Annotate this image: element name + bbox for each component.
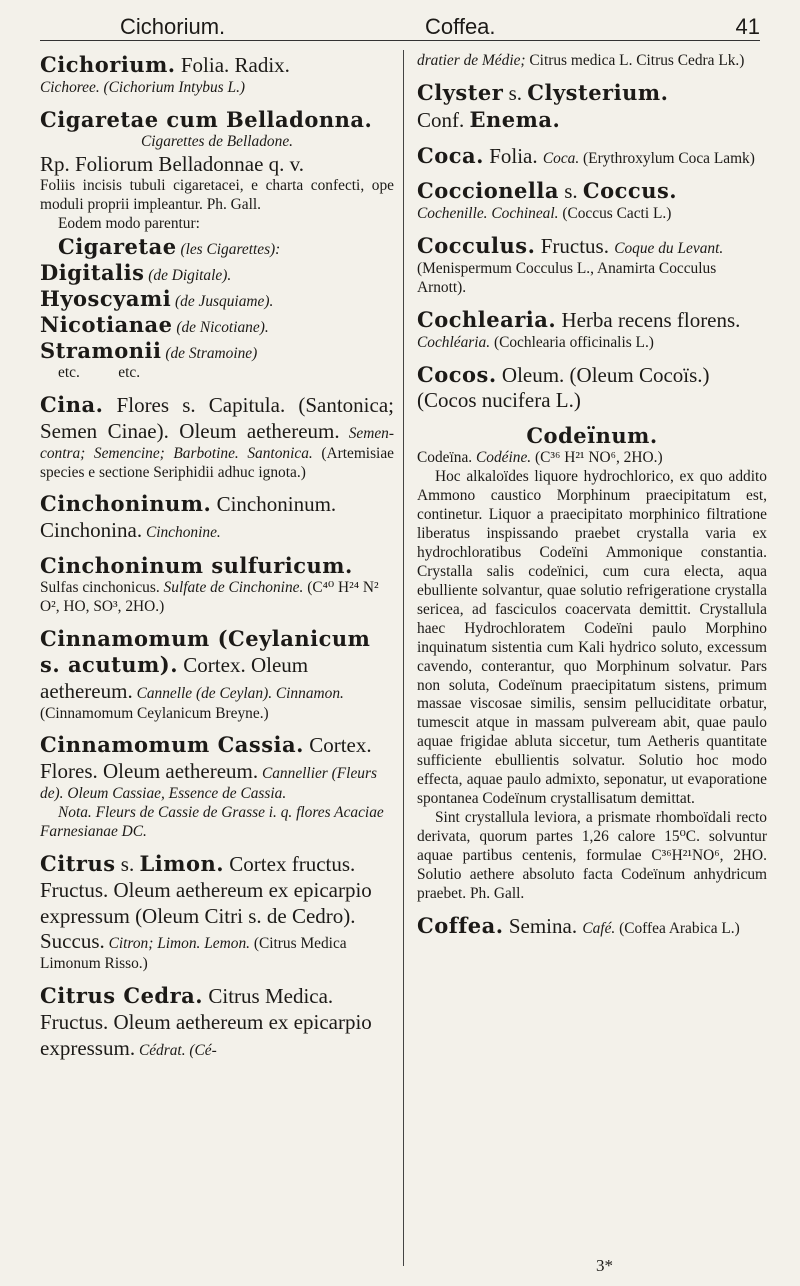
- entry-clyster: [417, 80, 767, 134]
- entry-text: (Erythroxylum Coca Lamk): [579, 149, 755, 167]
- entry-cinnamomum-ceylanicum: [40, 626, 394, 724]
- entry-cinnamomum-cassia: [40, 732, 394, 841]
- headword: Cocculus.: [417, 233, 536, 259]
- headword: Cigaretae: [58, 234, 177, 260]
- entry-text: Folia. Radix.: [175, 53, 290, 77]
- french-name: Cigarettes de Belladone.: [140, 132, 294, 150]
- headword: Cinnamomum (Ceylanicum s. acutum).: [40, 625, 371, 677]
- entry-text: Foliis incisis tubuli cigaretacei, e charta confecti, ope moduli proprii impleantur. Ph. Gall.: [40, 177, 394, 214]
- headword: Citrus: [40, 850, 116, 876]
- entry-citrus-limon: [40, 851, 394, 974]
- headword: Coca.: [417, 142, 484, 168]
- formula: (C³⁶ H²¹ NO⁶, 2HO.): [531, 449, 663, 467]
- left-column: [40, 52, 394, 1071]
- french-name: Codéine.: [476, 449, 532, 467]
- entry-text: Sulfas cinchonicus.: [40, 579, 160, 597]
- headword: Coffea.: [417, 912, 504, 938]
- headword: Cochlearia.: [417, 306, 557, 332]
- entry-cigaretae: [40, 107, 394, 383]
- entry-text: s.: [503, 80, 528, 105]
- entry-citrus-cedra: [40, 983, 394, 1061]
- headword: Codeïnum.: [526, 423, 658, 449]
- entry-text: Oleum. (Oleum Cocoïs.) (Cocos nucifera L.): [417, 362, 710, 413]
- french-name: (les Cigarettes):: [180, 241, 281, 259]
- entry-text: (Cochlearia officinalis L.): [490, 333, 654, 351]
- entry-text: etc. etc.: [58, 363, 141, 381]
- entry-text: Semina.: [503, 913, 583, 938]
- headword: Cichorium.: [40, 52, 176, 77]
- french-name: Café.: [582, 919, 616, 937]
- entry-text: (Artemisiae species e sectione Seriphidii adhuc ignota.): [40, 444, 394, 481]
- headword: Limon.: [139, 850, 225, 876]
- french-name: (de Nicotiane).: [176, 319, 269, 337]
- french-name: Cinchonine.: [145, 524, 221, 542]
- note: Nota. Fleurs de Cassie de Grasse i. q. flores Acaciae Farnesianae DC.: [40, 804, 384, 840]
- entry-text: (Coccus Cacti L.): [558, 205, 672, 223]
- entry-text: Cichoree. (Cichorium Intybus L.): [40, 78, 246, 96]
- entry-text: Flores s. Capitula. (Santonica; Semen Cinae). Oleum aethereum.: [40, 392, 394, 443]
- french-name: Cannellier (Fleurs de). Oleum Cassiae, Essence de Cassia.: [40, 765, 377, 803]
- french-name: (de Stramoine): [165, 345, 258, 363]
- entry-text: Codeïna.: [417, 449, 476, 467]
- headword: Clyster: [417, 79, 504, 105]
- headword: Coccionella: [417, 178, 559, 204]
- entry-text: Fructus.: [535, 234, 615, 259]
- headword: Nicotianae: [40, 312, 173, 338]
- entry-text: (Coffea Arabica L.): [615, 919, 740, 937]
- entry-codeinum: [417, 423, 767, 903]
- entry-text: Folia.: [483, 143, 543, 168]
- entry-cochlearia: [417, 307, 767, 353]
- headword: Cinchoninum.: [40, 491, 212, 517]
- headword: Stramonii: [40, 338, 162, 364]
- column-divider: [403, 50, 404, 1266]
- french-name: Cochenille. Cochineal.: [417, 205, 559, 223]
- headword: Cigaretae cum Belladonna.: [40, 106, 373, 132]
- french-name: (de Digitale).: [148, 267, 232, 285]
- french-name: Cochléaria.: [417, 333, 491, 351]
- headword: Citrus Cedra.: [40, 983, 204, 1009]
- header-center: Coffea.: [425, 14, 496, 39]
- entry-text: Cortex fructus. Fructus. Oleum aethereum ex epicarpio expressum (Oleum Citri s. de Cedro). Succus.: [40, 851, 372, 954]
- french-name: Coque du Levant.: [614, 240, 724, 258]
- entry-cichorium: [40, 52, 394, 98]
- headword: Cinchoninum sulfuricum.: [40, 553, 353, 579]
- entry-text: Eodem modo parentur:: [58, 215, 200, 233]
- french-name: (de Jusquiame).: [175, 293, 274, 311]
- headword: Enema.: [469, 106, 561, 132]
- entry-text: s.: [115, 851, 140, 876]
- entry-text: Cortex. Flores. Oleum aethereum.: [40, 733, 372, 784]
- french-name: Cannelle (de Ceylan). Cinnamon.: [136, 684, 344, 702]
- french-name: Semen-contra; Semencine; Barbotine. Santonica.: [40, 424, 394, 462]
- headword: Cina.: [40, 391, 104, 417]
- entry-cinchoninum-sulfuricum: [40, 553, 394, 617]
- signature-mark: 3*: [596, 1256, 613, 1275]
- french-name: Citron; Limon. Lemon.: [108, 935, 250, 953]
- entry-text: Cinchoninum. Cinchonina.: [40, 492, 337, 543]
- formula: (C⁴⁰ H²⁴ N² O², HO, SO³, 2HO.): [40, 579, 379, 615]
- recipe: Rp. Foliorum Belladonnae q. v.: [40, 151, 305, 176]
- entry-text: Cortex. Oleum aethereum.: [40, 652, 309, 703]
- header-left: Cichorium.: [120, 14, 226, 39]
- entry-cocculus: [417, 233, 767, 298]
- entry-cinchoninum: [40, 491, 394, 544]
- entry-coca: [417, 143, 767, 170]
- entry-text: (Citrus Medica Limonum Risso.): [40, 935, 347, 973]
- entry-coffea: [417, 913, 767, 940]
- french-name: Sulfate de Cinchonine.: [163, 579, 304, 597]
- right-column: [417, 52, 767, 949]
- entry-text: (Menispermum Cocculus L., Anamirta Cocculus Arnott).: [417, 260, 717, 296]
- french-name: Cédrat. (Cé-: [138, 1041, 217, 1059]
- french-name: dratier de Médie;: [417, 52, 526, 69]
- entry-text: s.: [558, 179, 583, 204]
- page-number: 41: [735, 14, 760, 39]
- entry-cina: [40, 392, 394, 483]
- headword: Coccus.: [582, 178, 678, 204]
- headword: Digitalis: [40, 260, 145, 286]
- header-rule: [40, 40, 760, 41]
- headword: Clysterium.: [527, 79, 669, 105]
- entry-text: Citrus medica L. Citrus Cedra Lk.): [525, 52, 745, 69]
- headword: Cocos.: [417, 361, 497, 387]
- french-name: Coca.: [542, 149, 580, 167]
- entry-paragraph: Sint crystallula leviora, a prismate rhomboïdali recto derivata, quorum partes 1,26 calore 15⁰C. solvuntur aquae partibus centenis, formulae C³⁶H²¹NO⁶, 2HO. Solutio aethere absoluto facta Codeïnum anhydricum praebet. Ph. Gall.: [417, 809, 767, 902]
- entry-text: Conf.: [417, 107, 470, 132]
- page-header: [40, 12, 760, 48]
- entry-text: Citrus Medica. Fructus. Oleum aethereum ex epicarpio expressum.: [40, 984, 372, 1060]
- entry-text: (Cinnamomum Ceylanicum Breyne.): [40, 704, 269, 722]
- entry-citrus-cedra-cont: [417, 52, 767, 71]
- entry-text: Herba recens florens.: [556, 307, 741, 332]
- headword: Cinnamomum Cassia.: [40, 732, 304, 758]
- entry-paragraph: Hoc alkaloïdes liquore hydrochlorico, ex quo addito Ammono caustico Morphinum praecipitatum est, continetur. Liquor a praecipitato morphinico filtratione liberatus inspissando praebet crystalla varia ex hydrochloratibus Codeïni Ammonique constantia. Crystalla salis codeïnici, cum cura electa, aqua ebulliente solvantur, quae solutio refrigeratione crystalla sericea, ad fasciculos coacervata demittit. Crystallula haec Hydrochloratem Codeïni paulo Morphino inquinatum sistentia cum Kali hydrico soluto, excessum cavendo, conterantur, quo Morphinum solvatur. Pars non soluta, Codeïnum praecipitatum sistens, primum massae viscosae similis, sensim pelluciditate orbatur, tumescit atque in massam pulveream abit, quae paulo aquae frigidae abluta siccetur, tum Aetheris quantitate sufficiente ebullientis solvatur. Solutio hoc modo effecta, aquae paulo admixto, seponatur, ut evaporatione spontanea Codeïnum crystallisatum demittat.: [417, 468, 767, 808]
- headword: Hyoscyami: [40, 286, 172, 312]
- entry-cocos: [417, 362, 767, 415]
- entry-coccionella: [417, 178, 767, 224]
